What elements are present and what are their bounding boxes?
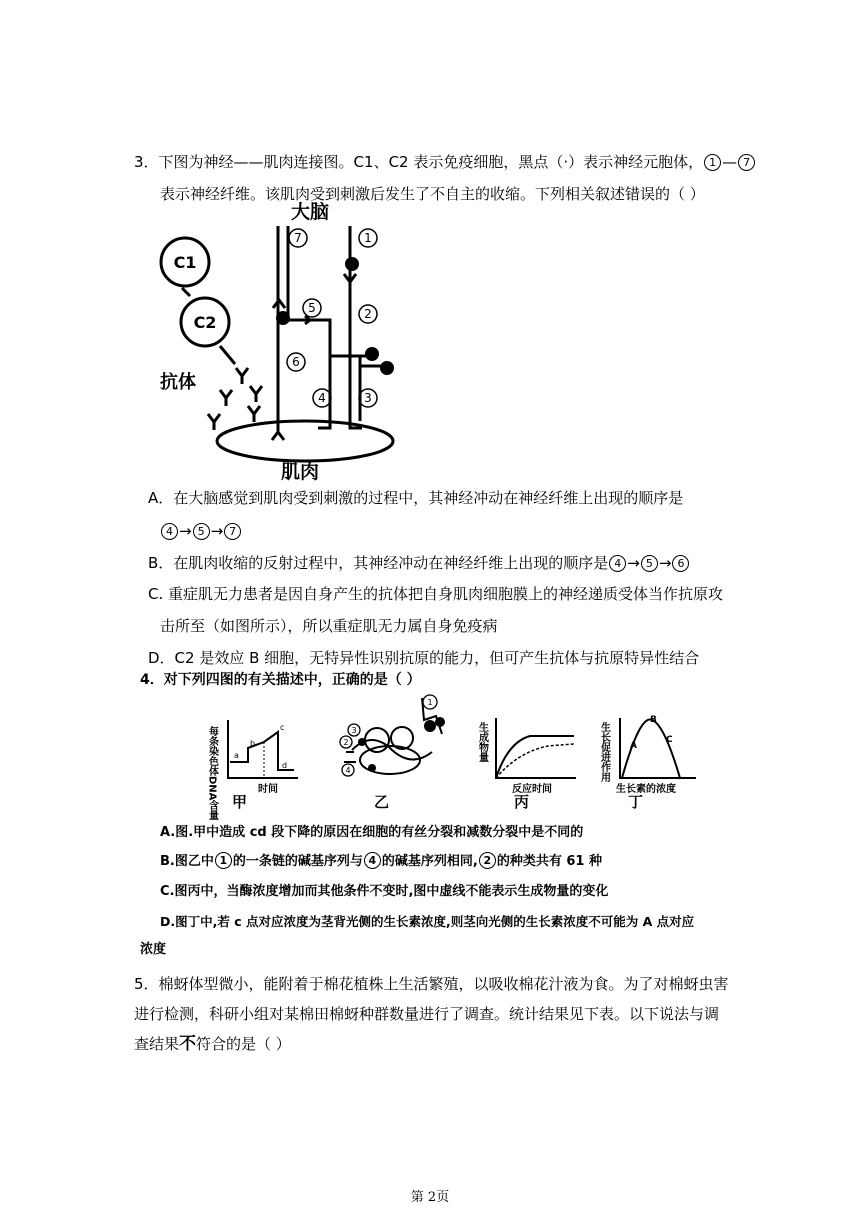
q3-stem-line1: 3．下图为神经——肌肉连接图。C1、C2 表示免疫细胞，黑点（·）表示神经元胞体， 1 — 7 [134, 152, 756, 172]
circled-number: 4 [364, 852, 381, 869]
q3-stem-line2: 表示神经纤维。该肌肉受到刺激后发生了不自主的收缩。下列相关叙述错误的（ ） [160, 185, 705, 203]
fiber-label: 6 [292, 355, 300, 369]
q5-line1: 5．棉蚜体型微小，能附着于棉花植株上生活繁殖，以吸收棉花汁液为食。为了对棉蚜虫害 [134, 975, 729, 993]
circled-number: 4 [609, 555, 626, 572]
fiber-label: 5 [308, 301, 316, 315]
circled-number: 7 [224, 523, 241, 540]
q4-option-a: A.图.甲中造成 cd 段下降的原因在细胞的有丝分裂和减数分裂中是不同的 [160, 825, 584, 840]
ding-point: B [650, 715, 657, 725]
circled-number: 1 [215, 852, 232, 869]
figure-bing [478, 712, 588, 808]
label-c2: C2 [193, 313, 217, 332]
circled-number: 5 [641, 555, 658, 572]
jia-ylabel: 每条染色体DNA含量 [206, 726, 218, 821]
figure-label-ding: 丁 [628, 793, 644, 811]
figure-label-jia: 甲 [232, 793, 248, 811]
label-c1: C1 [173, 253, 197, 272]
ding-xlabel: 生长素的浓度 [616, 784, 676, 795]
q4-stem: 4．对下列四图的有关描述中，正确的是（ ） [140, 672, 421, 688]
ding-point: A [630, 741, 637, 751]
jia-point: d [282, 761, 288, 770]
fiber-label: 4 [318, 391, 326, 405]
nerve-muscle-diagram [150, 196, 420, 486]
fiber-label: 1 [364, 231, 372, 245]
q4-option-d-line1: D.图丁中,若 c 点对应浓度为茎背光侧的生长素浓度,则茎向光侧的生长素浓度不可能为 A 点对应 [160, 914, 695, 929]
yi-label: 2 [343, 738, 349, 747]
q3-option-a-sequence: 4 → 5 → 7 [160, 521, 242, 541]
figure-label-bing: 丙 [514, 793, 530, 811]
q3-option-c-line2: 击所至（如图所示），所以重症肌无力属自身免疫病 [160, 617, 498, 635]
circled-number: 5 [193, 523, 210, 540]
q5-line2: 进行检测，科研小组对某棉田棉蚜种群数量进行了调查。统计结果见下表。以下说法与调 [134, 1005, 720, 1023]
jia-point: c [280, 723, 285, 732]
jia-point: a [234, 751, 239, 760]
circled-number: 6 [672, 555, 689, 572]
bing-ylabel: 生成物量 [476, 722, 488, 762]
label-muscle: 肌肉 [280, 461, 320, 483]
q3-option-c-line1: C. 重症肌无力患者是因自身产生的抗体把自身肌肉细胞膜上的神经递质受体当作抗原攻 [148, 585, 724, 603]
q3-option-b: B．在肌肉收缩的反射过程中，其神经冲动在神经纤维上出现的顺序是 4 → 5 → 6 [148, 553, 690, 573]
fiber-label: 7 [294, 231, 302, 245]
circled-number: 4 [161, 523, 178, 540]
fiber-label: 3 [364, 391, 372, 405]
yi-label: 3 [351, 726, 357, 735]
q4-option-c: C.图丙中，当酶浓度增加而其他条件不变时,图中虚线不能表示生成物量的变化 [160, 884, 609, 899]
label-brain: 大脑 [290, 201, 330, 223]
circled-number: 7 [738, 154, 755, 171]
q4-option-d-line2: 浓度 [140, 942, 167, 957]
figure-yi [332, 690, 456, 790]
q4-option-b: B.图乙中 1 的一条链的碱基序列与 4 的碱基序列相同, 2 的种类共有 61 种 [160, 854, 602, 869]
jia-point: b [250, 739, 256, 748]
page-number: 第 2页 [410, 1190, 450, 1205]
ding-ylabel: 生长促进作用 [598, 722, 610, 782]
figure-label-yi: 乙 [374, 793, 390, 811]
yi-label: 4 [345, 766, 351, 775]
muscle-ellipse [217, 421, 393, 461]
fiber-label: 2 [364, 307, 372, 321]
jia-xlabel: 时间 [258, 784, 278, 795]
circled-number: 1 [704, 154, 721, 171]
figure-ding [600, 712, 700, 808]
bing-xlabel: 反应时间 [512, 784, 552, 795]
q3-option-a-line1: A．在大脑感觉到肌肉受到刺激的过程中，其神经冲动在神经纤维上出现的顺序是 [148, 489, 684, 507]
fiber-5-4 [288, 320, 330, 428]
figure-jia [198, 712, 318, 821]
ding-point: C [666, 735, 673, 745]
yi-label: 1 [427, 698, 433, 707]
emphasis-not: 不 [179, 1034, 197, 1054]
q5-line3: 查结果不符合的是（ ） [134, 1034, 291, 1054]
label-antibody: 抗体 [160, 372, 196, 393]
circled-number: 2 [479, 852, 496, 869]
q3-option-d: D．C2 是效应 B 细胞，无特异性识别抗原的能力，但可产生抗体与抗原特异性结合 [148, 649, 700, 667]
